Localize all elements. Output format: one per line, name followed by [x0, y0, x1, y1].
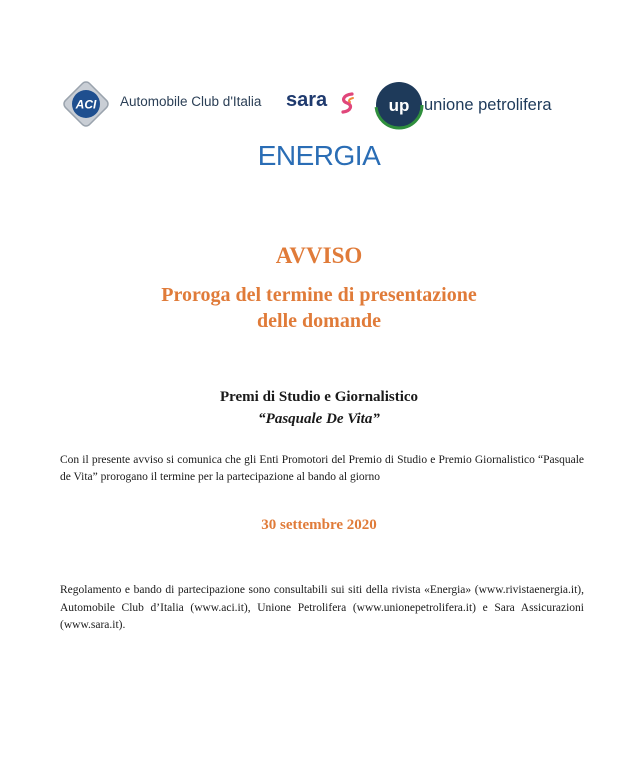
notice-subtitle [0, 282, 638, 334]
sara-name: sara [286, 89, 328, 111]
subtitle-line-2: delle domande [257, 310, 381, 332]
subtitle-line-1: Proroga del termine di presentazione [161, 284, 477, 306]
announcement-paragraph: Con il presente avviso si comunica che gli Enti Promotori del Premio di Studio e Premio Giornalistico “Pasquale de Vita” prorogano il termine per la partecipazione al bando al giorno [60, 454, 584, 483]
sponsor-logos [60, 78, 580, 134]
energia-logo: ENERGIA [257, 140, 381, 171]
deadline-date: 30 settembre 2020 [261, 517, 377, 533]
aci-logo-icon [60, 78, 112, 130]
prize-line-1: Premi di Studio e Giornalistico [219, 389, 419, 405]
prize-line-2: “Pasquale De Vita” [258, 411, 380, 427]
sara-swirl-icon [338, 92, 358, 114]
up-logo-mark: up [388, 96, 410, 115]
info-paragraph: Regolamento e bando di partecipazione sono consultabili sui siti della rivista «Energia» (www.rivistaenergia.it), Automobile Club d’Italia (www.aci.it), Unione Petrolifera (www.unionepetrolifera.it) e Sara Assicurazioni (www.sara.it). [60, 584, 584, 631]
unione-petrolifera-logo-icon [374, 80, 424, 130]
notice-title: AVVISO [275, 243, 363, 268]
unione-petrolifera-name: unione petrolifera [424, 96, 552, 114]
aci-name: Automobile Club d'Italia [120, 94, 262, 109]
prize-heading [0, 386, 638, 430]
aci-logo-mark: ACI [75, 97, 97, 112]
